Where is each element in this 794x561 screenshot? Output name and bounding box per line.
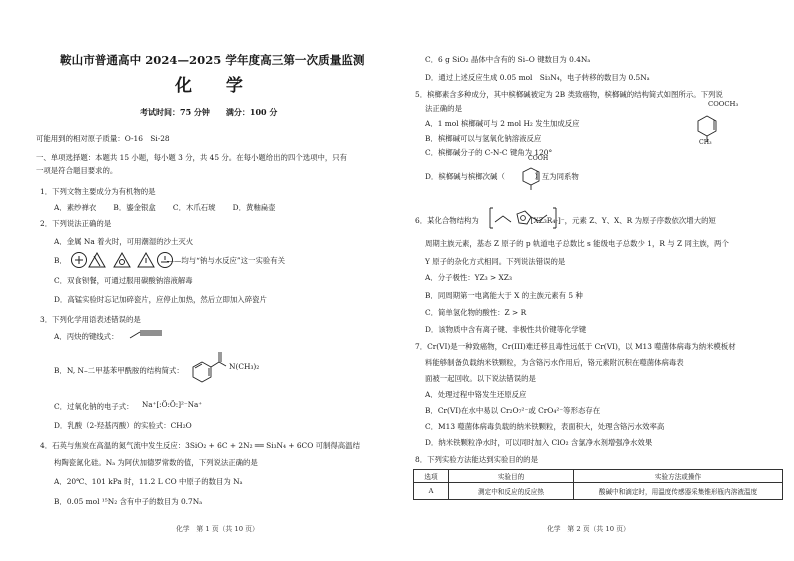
question-2-option-a: A．金属 Na 着火时，可用潮湿的沙土灭火 — [54, 237, 194, 246]
table-header-row — [414, 470, 783, 483]
question-6-option-c: C．简单氢化物的酸性：Z > R — [425, 308, 527, 317]
question-6-option-a: A．分子极性：YZ₃ > XZ₃ — [425, 273, 512, 282]
question-6: 6．某化合物结构为 [XZ₃R₄ᵣ]⁻，元素 Z、Y、X、R 为原子序数依次增大的短 — [415, 216, 716, 225]
question-4: 4．石英与焦炭在高温的氮气流中发生反应：3SiO₂ + 6C + 2N₂ ══ Si₃N₄ + 6CO 可制得高温结 — [40, 441, 360, 450]
question-3-option-c: C．过氧化钠的电子式： — [54, 402, 134, 411]
page-2 — [397, 0, 794, 561]
atomic-mass-note: 可能用到的相对原子质量：O-16 Si-28 — [36, 134, 170, 143]
question-5-option-c: C．槟榔碱分子的 C-N-C 键角为 120° — [425, 148, 553, 157]
table-header-cell: 实验目的 — [449, 470, 574, 483]
question-3-option-d: D．乳酸（2-羟基丙酸）的实验式：CH₂O — [54, 421, 192, 430]
question-5-line-2: 法正确的是 — [425, 104, 462, 113]
exam-meta: 考试时间：75 分钟 满分：100 分 — [140, 107, 278, 117]
question-7-line-3: 面被一起回收。以下说法错误的是 — [425, 374, 536, 383]
table-cell: 测定中和反应的反应热 — [449, 483, 574, 500]
question-7-option-d: D．纳米铁颗粒净水时，可以同时加入 ClO₂ 含氯净水剂增强净水效果 — [425, 438, 653, 447]
question-5-option-a: A．1 mol 槟榔碱可与 2 mol H₂ 发生加成反应 — [425, 119, 580, 128]
question-7-option-b: B．Cr(VI)在水中易以 Cr₂O₇²⁻或 CrO₄²⁻等形态存在 — [425, 406, 601, 415]
question-4-option-c: C．6 g SiO₂ 晶体中含有的 Si–O 键数目为 0.4Nₐ — [425, 55, 591, 64]
benzamide-structure-icon — [190, 348, 230, 384]
table-row — [414, 483, 783, 500]
table-cell: A — [414, 483, 449, 500]
question-6-line-3: Y 原子的杂化方式相同。下列说法错误的是 — [425, 257, 566, 266]
safety-pictograms-icon — [70, 250, 174, 270]
page-2-footer: 化学 第 2 页（共 10 页） — [547, 525, 630, 533]
sodium-peroxide-formula: Na⁺[:Ö:Ö:]²⁻Na⁺ — [142, 400, 203, 409]
question-7-option-c: C．M13 噬菌体病毒负载的纳米铁颗粒，表面积大，处理含铬污水效率高 — [425, 422, 665, 431]
arecaidine-structure-icon — [517, 160, 547, 192]
question-4-option-b: B．0.05 mol ¹⁵N₂ 含有中子的数目为 0.7Nₐ — [54, 497, 203, 506]
page-1-footer: 化学 第 1 页（共 10 页） — [176, 525, 259, 533]
question-1: 1．下列文物主要成分为有机物的是 — [40, 187, 156, 196]
question-2-option-d: D．高锰实验时忘记加碎瓷片，应停止加热，然后立即加入碎瓷片 — [54, 295, 267, 304]
table-header-cell: 实验方法或操作 — [574, 470, 783, 483]
question-4-option-a: A．20℃、101 kPa 时，11.2 L CO 中原子的数目为 Nₐ — [54, 477, 243, 486]
question-7-line-2: 料能够制备负载纳米铁颗粒，为含铬污水作用后，铬元素附沉积在噬菌体病毒表 — [425, 358, 684, 367]
experiment-table — [413, 469, 783, 500]
section-1-instruction: 一、单项选择题：本题共 15 小题，每小题 3 分，共 45 分。在每小题给出的四个选项中，只有 — [36, 153, 348, 162]
question-1-options: A．素纱禅衣 B．鎏金银盒 C．木爪石琥 D．黄釉扁壶 — [54, 203, 276, 212]
table-cell: 酸碱中和滴定时，用温度传感器采集锥形瓶内溶液温度 — [574, 483, 783, 500]
question-6-option-b: B．同周期第一电离能大于 X 的主族元素有 5 种 — [425, 291, 583, 300]
arecaidine-acid-label: COOH — [528, 155, 549, 162]
question-2-option-c: C．双食钡餐，可通过服用碳酸钠溶液解毒 — [54, 276, 193, 285]
question-3-option-a: A．丙炔的键线式： — [54, 332, 119, 341]
question-3: 3．下列化学用语表述错误的是 — [40, 315, 141, 324]
amide-substituent-label: N(CH₃)₂ — [229, 362, 260, 371]
table-header-cell: 选项 — [414, 470, 449, 483]
question-6-option-d: D．该物质中含有离子键、非极性共价键等化学键 — [425, 325, 587, 334]
question-5-option-d: D．槟榔碱与槟榔次碱（ ）互为同系物 — [425, 172, 579, 181]
question-8: 8．下列实验方法能达到实验目的的是 — [415, 455, 538, 464]
section-1-instruction-2: 一项是符合题目要求的。 — [36, 166, 118, 175]
question-2: 2．下列说法正确的是 — [40, 219, 112, 228]
imidazolium-cation-icon — [487, 206, 559, 230]
subject-title: 化 学 — [175, 76, 257, 96]
question-4-option-d: D．通过上述反应生成 0.05 mol Si₃N₄，电子转移的数目为 0.5Nₐ — [425, 73, 650, 82]
arecoline-methyl-label: CH₃ — [699, 139, 712, 146]
propyne-skeletal-icon — [128, 328, 164, 340]
question-4-line-2: 构陶瓷氮化硅。Nₐ 为阿伏加德罗常数的值，下列说法正确的是 — [54, 458, 258, 467]
question-2-option-b: B． ——均与“钠与水反应”这一实验有关 — [54, 256, 286, 265]
question-7: 7．Cr(VI)是一种致癌物，Cr(III)难迁移且毒性远低于 Cr(VI)，以 M13 噬菌体病毒为纳米模板材 — [415, 342, 736, 351]
question-5-option-b: B．槟榔碱可以与氢氧化钠溶液反应 — [425, 134, 542, 143]
question-3-option-b: B．N, N–二甲基苯甲酰胺的结构简式： — [54, 366, 184, 375]
question-7-option-a: A．处理过程中铬发生还原反应 — [425, 390, 527, 399]
question-6-line-2: 周期主族元素，基态 Z 原子的 p 轨道电子总数比 s 能级电子总数少 1，R 与 Z 同主族，两个 — [425, 239, 729, 248]
exam-title: 鞍山市普通高中 2024—2025 学年度高三第一次质量监测 — [60, 53, 365, 67]
arecoline-ester-label: COOCH₃ — [708, 100, 739, 108]
question-5: 5．槟榔素含多种成分，其中槟榔碱被定为 2B 类致癌物，槟榔碱的结构简式如图所示。下列说 — [415, 90, 723, 99]
